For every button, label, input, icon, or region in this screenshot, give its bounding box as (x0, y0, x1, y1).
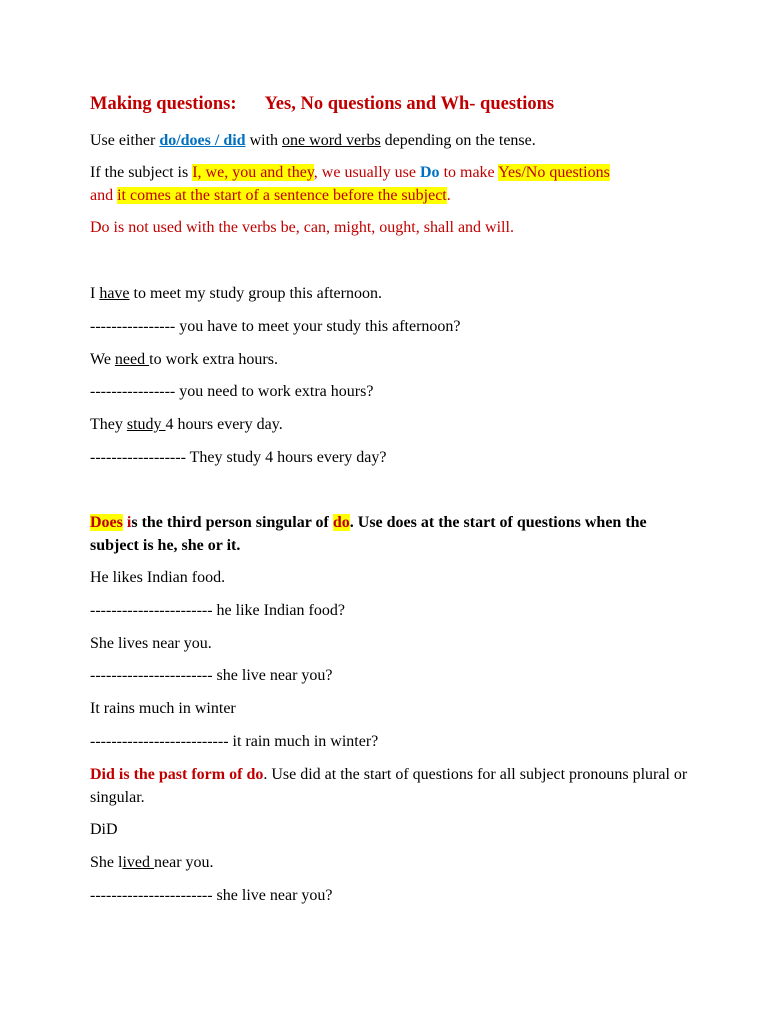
do-example-3 (90, 413, 690, 436)
did-rule-bold: Did is the past form of do (90, 766, 264, 783)
example-text: to meet my study group this afternoon. (129, 285, 382, 302)
does-rule (90, 511, 690, 557)
intro-line-2 (90, 161, 690, 207)
does-question-2: ----------------------- she live near you? (90, 667, 333, 684)
do-example-1 (90, 282, 690, 305)
did-rule-text: . Use did at the start of questions for all subject pronouns plural or singular. (90, 766, 688, 806)
example-text: 4 hours every day. (165, 416, 283, 433)
did-rule (90, 763, 690, 809)
example-text: to work extra hours. (149, 351, 278, 368)
do-example-2 (90, 348, 690, 371)
intro1-text: Use either (90, 132, 160, 149)
intro2-text-mid: , we usually use (313, 164, 420, 181)
intro2-to-make: to make (439, 164, 499, 181)
example-text: She l (90, 854, 123, 871)
example-verb: need (114, 351, 150, 368)
does-question-3: -------------------------- it rain much in winter? (90, 733, 379, 750)
do-question-3: ------------------ They study 4 hours every day? (90, 449, 387, 466)
example-verb: study (126, 416, 166, 433)
intro2-text: If the subject is (90, 164, 193, 181)
example-text: near you. (154, 854, 214, 871)
does-rule-text: s the third person singular of (131, 514, 333, 531)
does-rule-text-end: . Use does at the start of questions when the subject is he, she or it. (90, 514, 647, 554)
example-verb: have (99, 285, 130, 302)
do-highlight: do (332, 514, 350, 531)
example-text: We (90, 351, 115, 368)
do-question-1: ---------------- you have to meet your study this afternoon? (90, 318, 461, 335)
one-word-verbs-text: one word verbs (282, 132, 381, 149)
intro2-end: . (446, 187, 451, 204)
intro-line-1 (90, 129, 690, 152)
yes-no-highlight: Yes/No questions (498, 164, 610, 181)
did-label: DiD (90, 821, 118, 838)
does-example-2: She lives near you. (90, 635, 212, 652)
title-part-2: Yes, No questions and Wh- questions (264, 94, 555, 114)
start-of-sentence-highlight: it comes at the start of a sentence before the subject (117, 187, 447, 204)
intro1-text-end: depending on the tense. (380, 132, 536, 149)
example-text: They (90, 416, 127, 433)
does-highlight: Does (90, 514, 123, 531)
do-not-used-note: Do is not used with the verbs be, can, might, ought, shall and will. (90, 219, 514, 236)
title-part-1: Making questions: (90, 94, 237, 114)
does-rule-i: i (122, 514, 132, 531)
do-keyword: Do (420, 164, 440, 181)
do-question-2: ---------------- you need to work extra hours? (90, 383, 374, 400)
intro1-text-mid: with (245, 132, 283, 149)
does-example-3: It rains much in winter (90, 700, 236, 717)
does-example-1: He likes Indian food. (90, 569, 226, 586)
did-question: ----------------------- she live near you? (90, 887, 333, 904)
did-example (90, 851, 690, 874)
example-verb: ived (122, 854, 154, 871)
intro2-and: and (90, 187, 118, 204)
page-title (90, 93, 690, 116)
do-does-did-link[interactable]: do/does / did (159, 132, 246, 149)
does-question-1: ----------------------- he like Indian food? (90, 602, 345, 619)
example-text: I (90, 285, 100, 302)
subjects-highlight: I, we, you and they (192, 164, 314, 181)
